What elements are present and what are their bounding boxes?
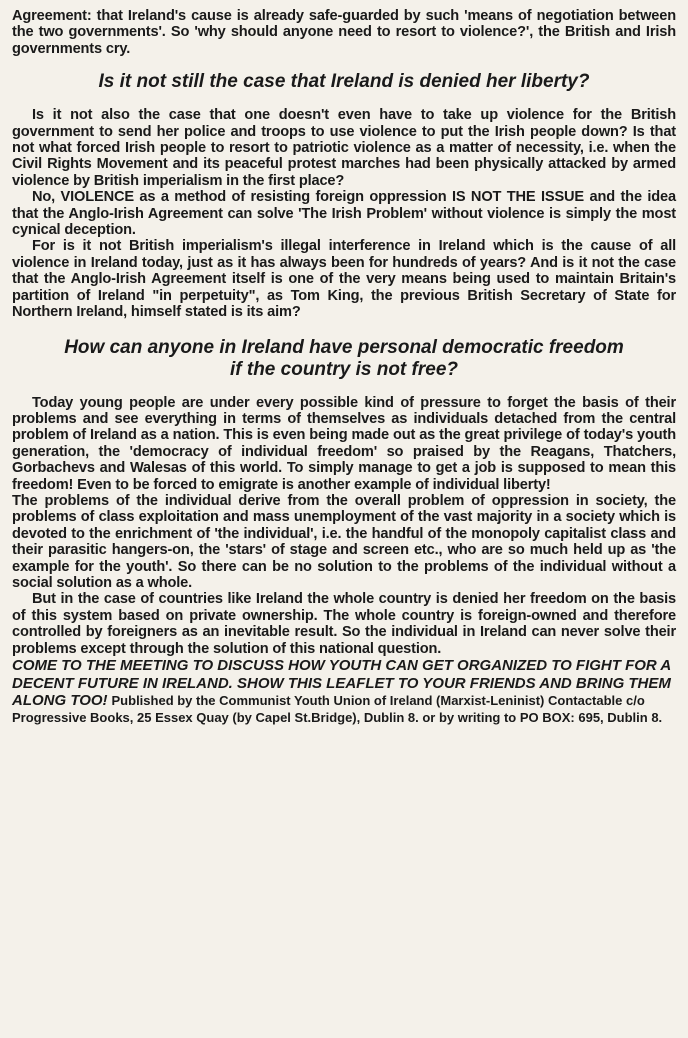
publisher-info: Published by the Communist Youth Union of Ireland (Marxist-Leninist) Contactable c/o Progressive Books, 25 Essex Quay (by Capel St.Bridge), Dublin 8. or by writing to PO BOX: 695, Dublin 8.: [12, 693, 663, 725]
section2-paragraph-1: Today young people are under every possible kind of pressure to forget the basis of their problems and see everything in terms of themselves as individuals detached from the central problem of Ireland as a nation. This is even being made out as the great privilege of today's youth generation, the 'democracy of individual freedom' so praised by the Reagans, Thatchers, Gorbachevs and Walesas of this world. To simply manage to get a job is supposed to mean this freedom! Even to be forced to emigrate is another example of individual liberty!: [12, 394, 676, 493]
section1-paragraph-3: For is it not British imperialism's illegal interference in Ireland which is the cause of all violence in Ireland today, just as it has always been for hundreds of years? And is it not the case that the Anglo-Irish Agreement itself is one of the very means being used to maintain Britain's partition of Ireland "in perpetuity", as Tom King, the previous British Secretary of State for Northern Ireland, himself stated is its aim?: [12, 238, 676, 321]
heading-democratic-freedom: [12, 337, 676, 381]
call-to-action: COME TO THE MEETING TO DISCUSS HOW YOUTH CAN GET ORGANIZED TO FIGHT FOR A DECENT FUTURE IN IRELAND. SHOW THIS LEAFLET TO YOUR FRIENDS AND BRING THEM ALONG TOO!: [12, 657, 671, 710]
section2-paragraph-3: But in the case of countries like Ireland the whole country is denied her freedom on the basis of this system based on private ownership. The whole country is foreign-owned and therefore controlled by foreigners as an inevitable result. So the individual in Ireland can never solve their problems except through the solution of this national question.: [12, 591, 676, 657]
intro-paragraph: Agreement: that Ireland's cause is already safe-guarded by such 'means of negotiation between the two governments'. So 'why should anyone need to resort to violence?', the British and Irish governments cry.: [12, 8, 676, 57]
footer-block: [12, 657, 676, 726]
section1-paragraph-2: No, VIOLENCE as a method of resisting foreign oppression IS NOT THE ISSUE and the idea that the Anglo-Irish Agreement can solve 'The Irish Problem' without violence is simply the most cynical deception.: [12, 189, 676, 239]
heading-democratic-freedom-line-2: if the country is not free?: [229, 358, 459, 380]
heading-democratic-freedom-line-1: How can anyone in Ireland have personal democratic freedom: [64, 336, 624, 358]
section1-paragraph-1: Is it not also the case that one doesn't even have to take up violence for the British government to send her police and troops to use violence to put the Irish people down? Is that not what forced Irish people to resort to patriotic violence as a matter of necessity, i.e. when the Civil Rights Movement and its peaceful protest marches had been physically attacked by armed violence by British imperialism in the first place?: [12, 107, 676, 189]
section2-paragraph-2: The problems of the individual derive from the overall problem of oppression in society, the problems of class exploitation and mass unemployment of the vast majority in a society which is devoted to the enrichment of 'the individual', i.e. the handful of the monopoly capitalist class and their parasitic hangers-on, the 'stars' of stage and screen etc., who are so much held up as 'the example for the youth'. So there can be no solution to the problems of the individual without a social solution as a whole.: [12, 492, 676, 591]
heading-liberty: Is it not still the case that Ireland is denied her liberty?: [98, 71, 590, 93]
